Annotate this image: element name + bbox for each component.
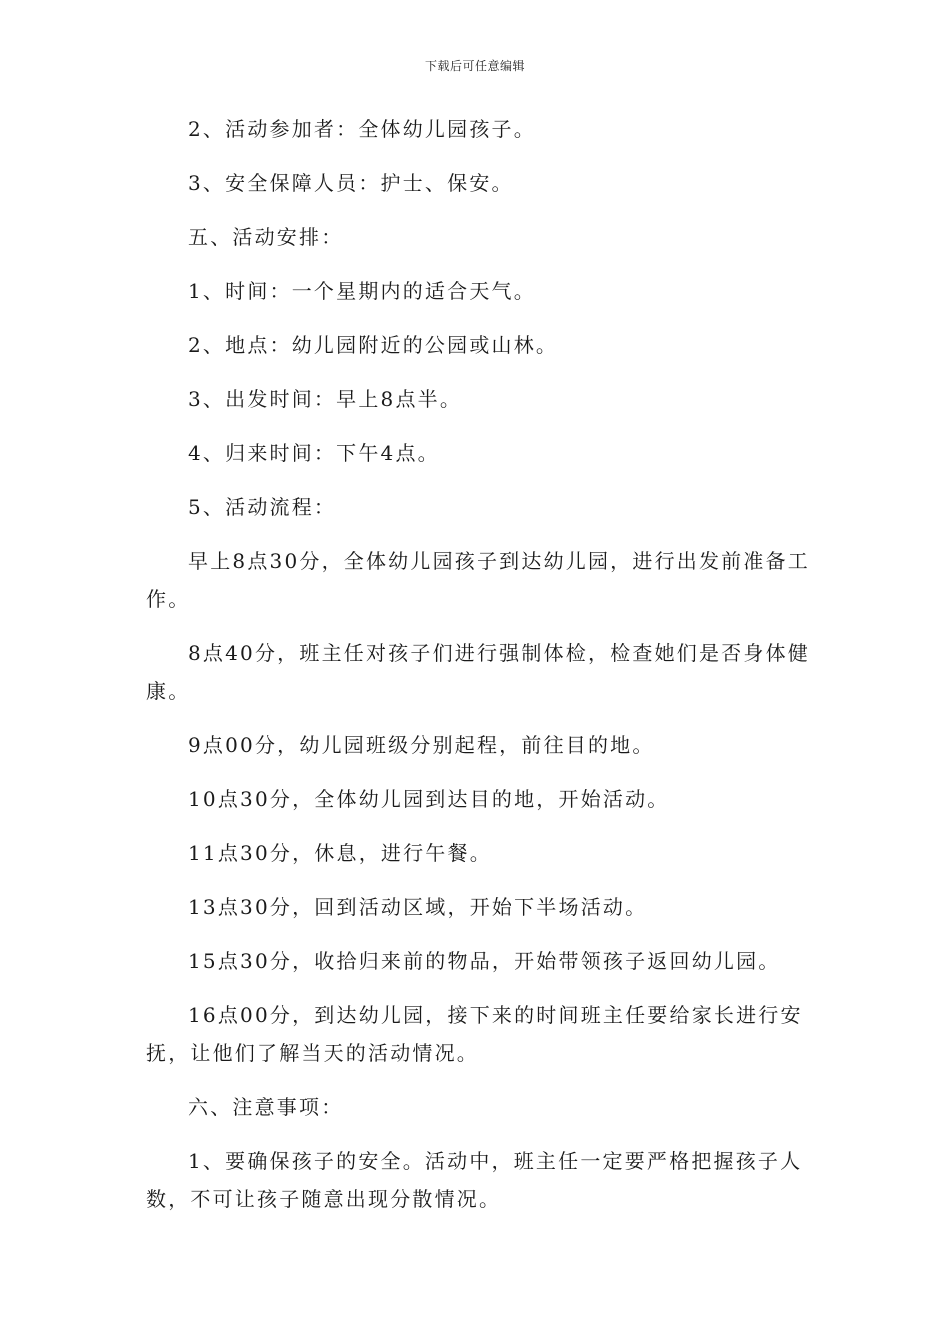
- schedule-item-0840: 8点40分，班主任对孩子们进行强制体检，检查她们是否身体健康。: [146, 641, 810, 703]
- schedule-item-1530: 15点30分，收拾归来前的物品，开始带领孩子返回幼儿园。: [188, 949, 781, 973]
- paragraph-safety-staff: 3、安全保障人员：护士、保安。: [188, 171, 514, 195]
- paragraph-flow-heading: 5、活动流程：: [188, 495, 337, 519]
- schedule-item-1600: 16点00分，到达幼儿园，接下来的时间班主任要给家长进行安抚，让他们了解当天的活动情况。: [146, 1003, 803, 1065]
- schedule-item-0900: 9点00分，幼儿园班级分别起程，前往目的地。: [188, 733, 655, 757]
- schedule-item-0830: 早上8点30分，全体幼儿园孩子到达幼儿园，进行出发前准备工作。: [146, 549, 810, 611]
- paragraph-departure-time: 3、出发时间：早上8点半。: [188, 387, 463, 411]
- page-header: 下载后可任意编辑: [424, 59, 525, 73]
- section-heading-arrangement: 五、活动安排：: [188, 225, 344, 249]
- schedule-item-1030: 10点30分，全体幼儿园到达目的地，开始活动。: [188, 787, 670, 811]
- schedule-item-1330: 13点30分，回到活动区域，开始下半场活动。: [188, 895, 648, 919]
- section-heading-notes: 六、注意事项：: [188, 1095, 344, 1119]
- paragraph-time: 1、时间：一个星期内的适合天气。: [188, 279, 536, 303]
- schedule-item-1130: 11点30分，休息，进行午餐。: [188, 841, 492, 865]
- paragraph-location: 2、地点：幼儿园附近的公园或山林。: [188, 333, 559, 357]
- paragraph-participants: 2、活动参加者：全体幼儿园孩子。: [188, 117, 536, 141]
- paragraph-safety-note: 1、要确保孩子的安全。活动中，班主任一定要严格把握孩子人数，不可让孩子随意出现分散情况。: [146, 1149, 803, 1211]
- paragraph-return-time: 4、归来时间：下午4点。: [188, 441, 440, 465]
